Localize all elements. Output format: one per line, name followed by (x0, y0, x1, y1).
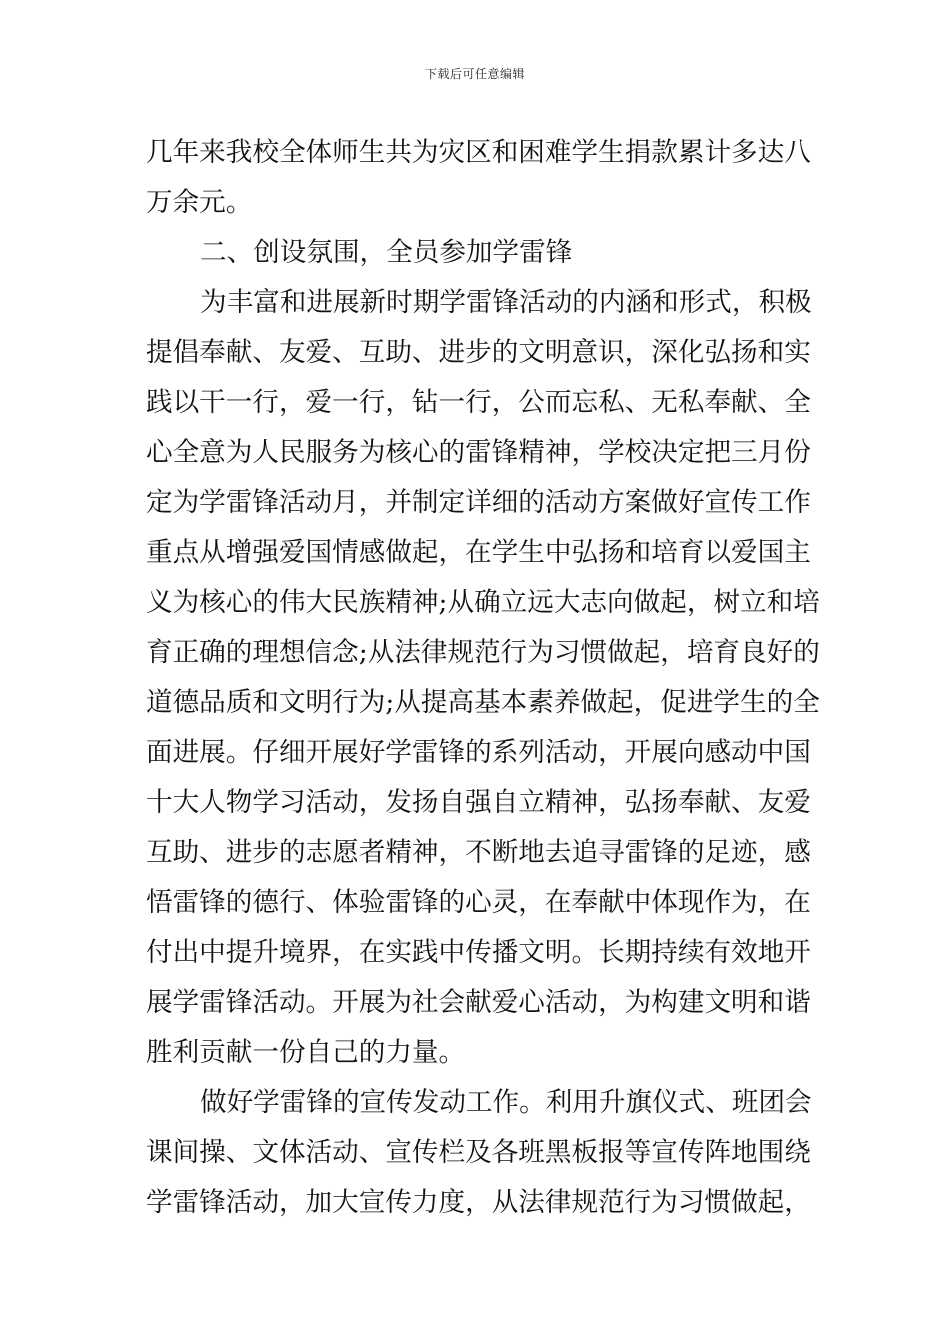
text-line: 课间操、文体活动、宣传栏及各班黑板报等宣传阵地围绕 (146, 1137, 811, 1168)
page-header: 下载后可任意编辑 (424, 67, 525, 81)
text-line: 心全意为人民服务为核心的雷锋精神，学校决定把三月份 (146, 437, 811, 468)
text-line: 重点从增强爱国情感做起，在学生中弘扬和培育以爱国主 (146, 537, 811, 568)
text-line: 胜利贡献一份自己的力量。 (146, 1037, 466, 1068)
text-line: 悟雷锋的德行、体验雷锋的心灵，在奉献中体现作为，在 (146, 887, 811, 918)
text-line: 为丰富和进展新时期学雷锋活动的内涵和形式，积极 (200, 287, 812, 318)
text-line: 学雷锋活动，加大宣传力度，从法律规范行为习惯做起， (146, 1187, 811, 1218)
text-line: 做好学雷锋的宣传发动工作。利用升旗仪式、班团会 (200, 1087, 812, 1118)
text-line: 几年来我校全体师生共为灾区和困难学生捐款累计多达八 (146, 137, 811, 168)
text-line: 定为学雷锋活动月，并制定详细的活动方案做好宣传工作 (146, 487, 811, 518)
text-line: 十大人物学习活动，发扬自强自立精神，弘扬奉献、友爱 (146, 787, 811, 818)
text-line: 提倡奉献、友爱、互助、进步的文明意识，深化弘扬和实 (146, 337, 811, 368)
text-line: 义为核心的伟大民族精神;从确立远大志向做起，树立和培 (146, 587, 820, 618)
text-line: 育正确的理想信念;从法律规范行为习惯做起，培育良好的 (146, 637, 820, 668)
section-heading: 二、创设氛围，全员参加学雷锋 (200, 237, 573, 268)
text-line: 践以干一行，爱一行，钻一行，公而忘私、无私奉献、全 (146, 387, 811, 418)
text-line: 付出中提升境界，在实践中传播文明。长期持续有效地开 (146, 937, 811, 968)
text-line: 万余元。 (146, 187, 253, 218)
text-line: 互助、进步的志愿者精神，不断地去追寻雷锋的足迹，感 (146, 837, 811, 868)
text-line: 道德品质和文明行为;从提高基本素养做起，促进学生的全 (146, 687, 820, 718)
text-line: 面进展。仔细开展好学雷锋的系列活动，开展向感动中国 (146, 737, 811, 768)
document-body (146, 128, 820, 1228)
text-line: 展学雷锋活动。开展为社会献爱心活动，为构建文明和谐 (146, 987, 811, 1018)
